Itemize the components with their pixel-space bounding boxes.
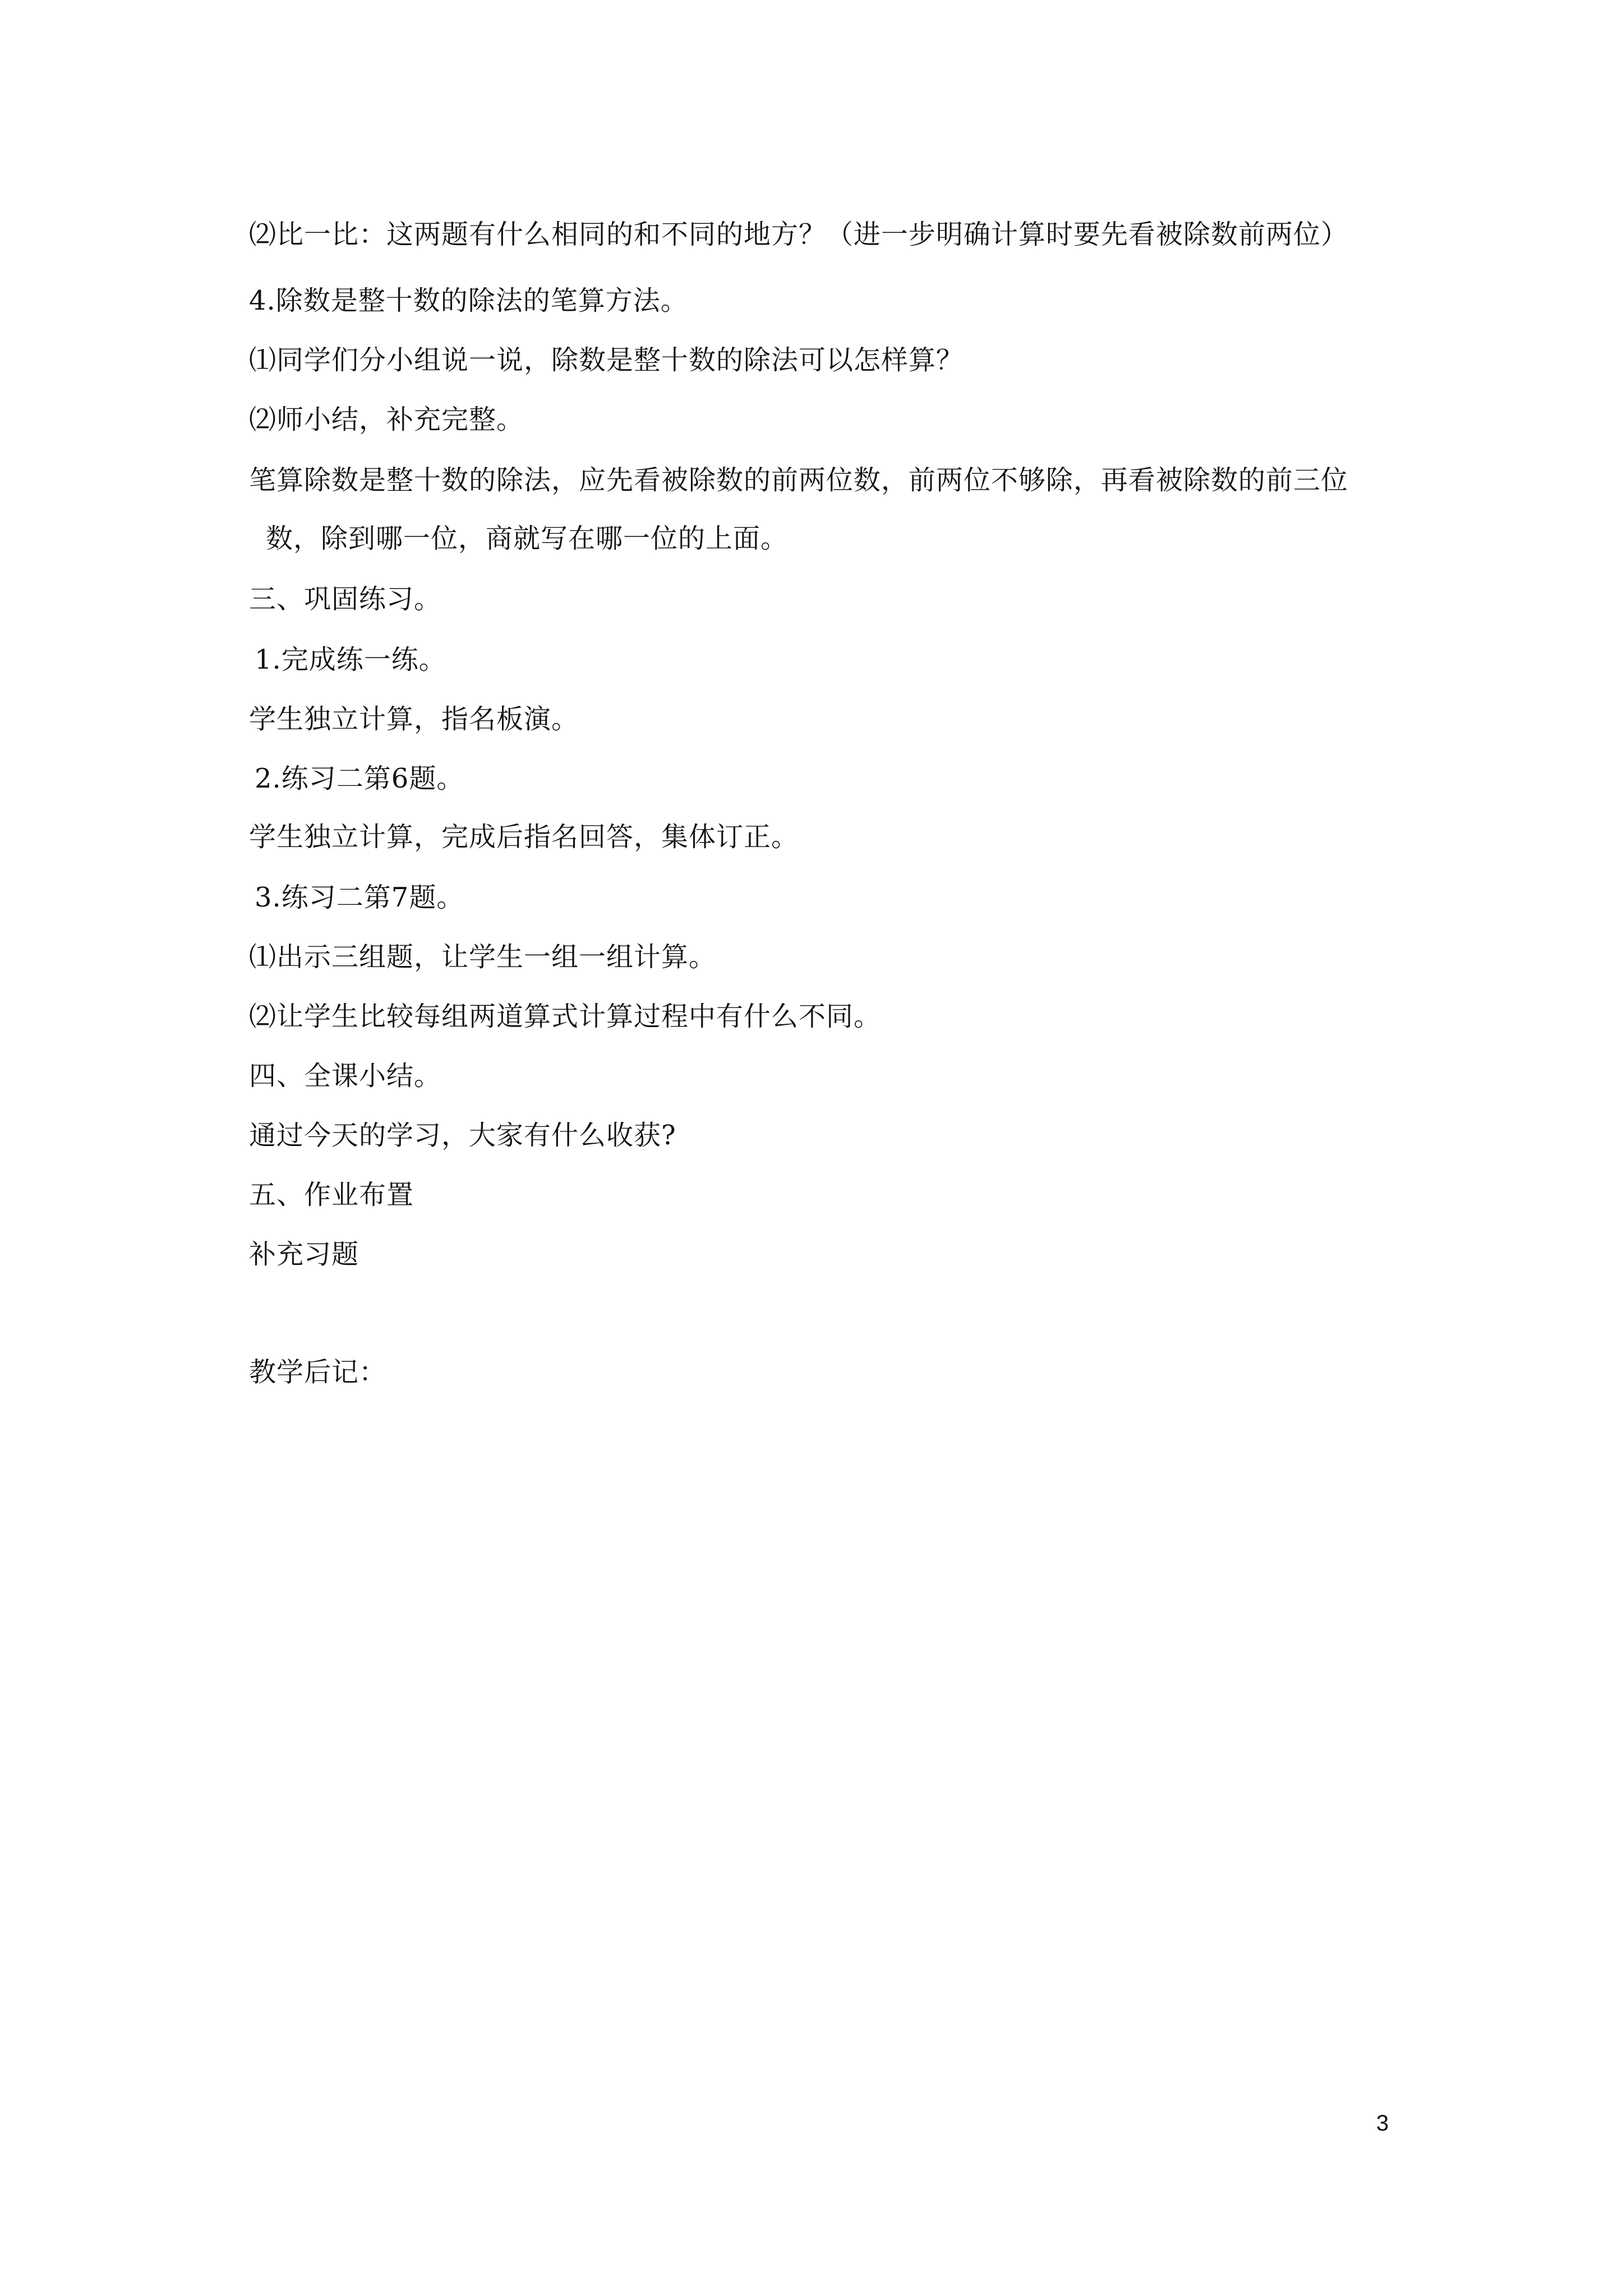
text-line: 补充习题: [249, 1239, 359, 1270]
text-line: 1.完成练一练。: [255, 644, 446, 675]
section-heading: 三、巩固练习。: [249, 583, 442, 615]
section-heading: 五、作业布置: [249, 1179, 414, 1211]
text-line-continuation: 数，除到哪一位，商就写在哪一位的上面。: [266, 523, 789, 554]
text-line: ⑵让学生比较每组两道算式计算过程中有什么不同。: [249, 1001, 882, 1032]
text-line: ⑴同学们分小组说一说，除数是整十数的除法可以怎样算？: [249, 344, 964, 376]
text-line: 学生独立计算，指名板演。: [249, 703, 579, 735]
section-heading: 四、全课小结。: [249, 1060, 442, 1092]
text-line: 教学后记：: [249, 1356, 387, 1388]
text-line: 2.练习二第6题。: [255, 763, 464, 794]
text-line: ⑴出示三组题，让学生一组一组计算。: [249, 941, 717, 973]
text-line: ⑵比一比：这两题有什么相同的和不同的地方？（进一步明确计算时要先看被除数前两位）: [249, 219, 1349, 250]
text-line: 笔算除数是整十数的除法，应先看被除数的前两位数，前两位不够除，再看被除数的前三位: [249, 464, 1349, 496]
text-line: 学生独立计算，完成后指名回答，集体订正。: [249, 821, 799, 853]
section-heading: 4.除数是整十数的除法的笔算方法。: [249, 285, 688, 316]
page-number: 3: [1376, 2111, 1389, 2136]
text-line: ⑵师小结，补充完整。: [249, 404, 524, 435]
text-line: 通过今天的学习，大家有什么收获?: [249, 1120, 676, 1151]
text-line: 3.练习二第7题。: [255, 882, 464, 913]
